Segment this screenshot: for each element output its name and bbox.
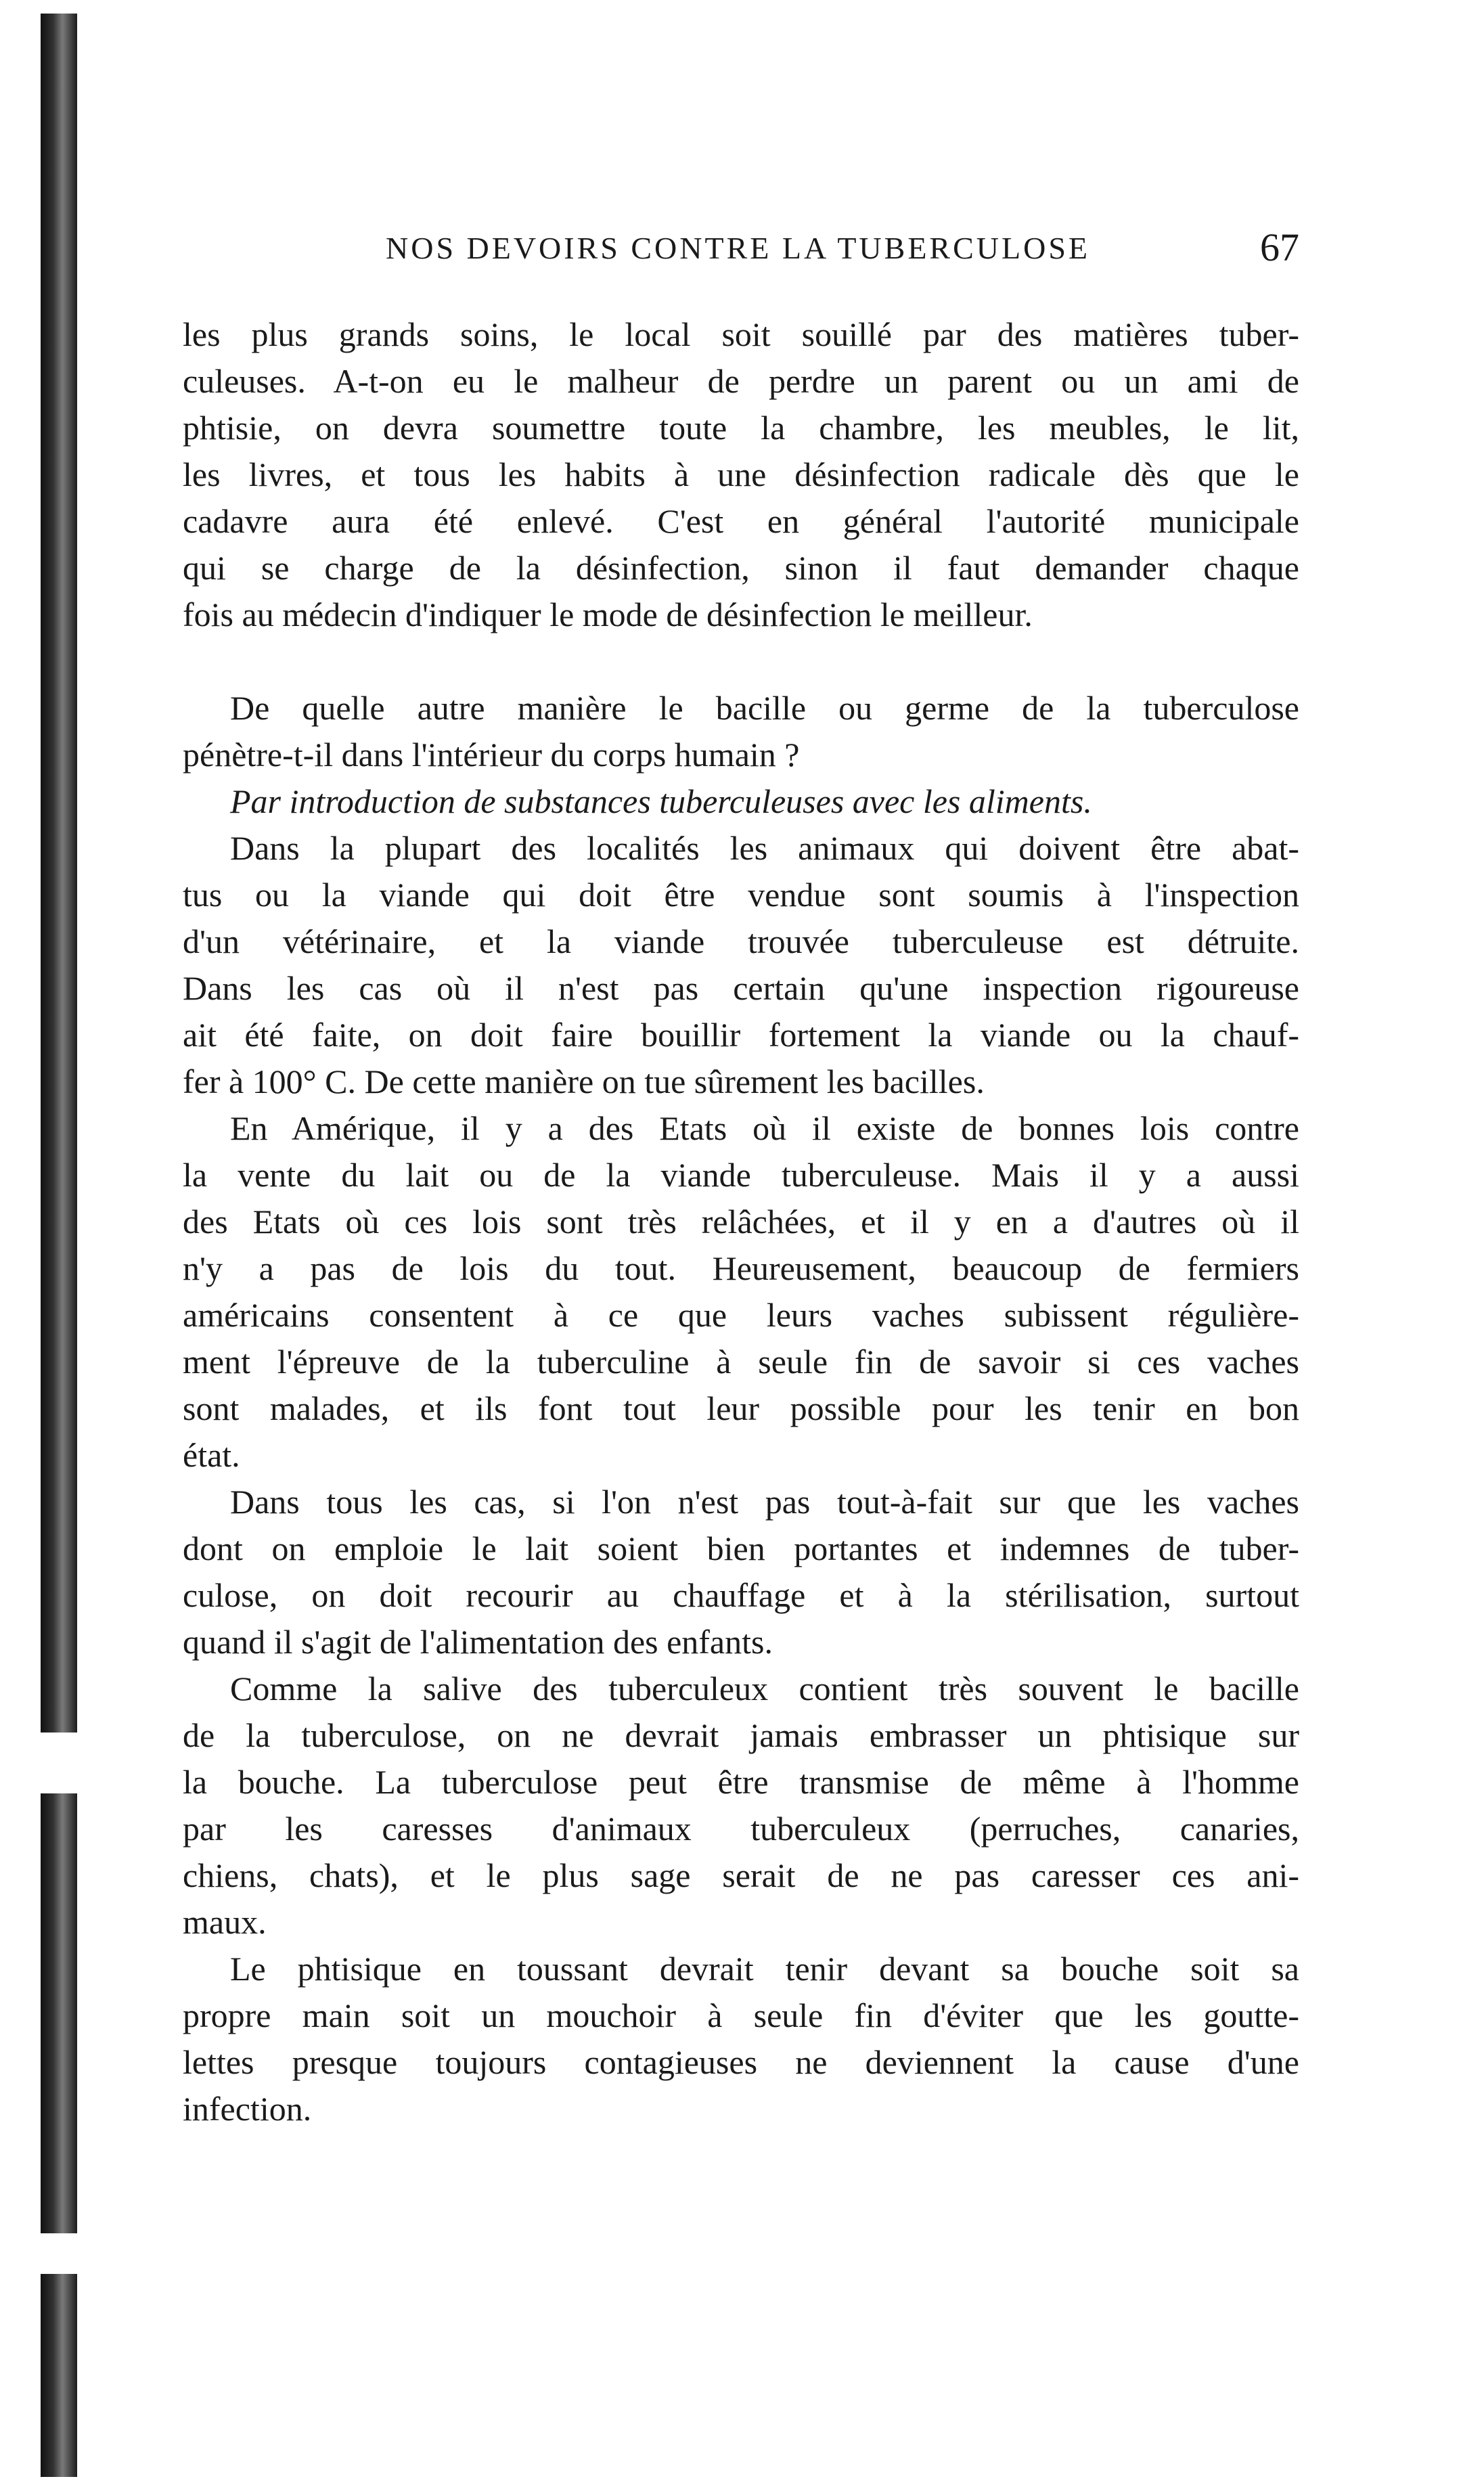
- text-line: Le phtisique en toussant devrait tenir devant sa bouche soit sa: [230, 1950, 1299, 1988]
- text-line: Dans la plupart des localités les animaux qui doivent être abat-: [230, 829, 1299, 867]
- text-line: état.: [183, 1436, 240, 1474]
- text-line: dont on emploie le lait soient bien portantes et indemnes de tuber-: [183, 1529, 1299, 1567]
- text-line: de la tuberculose, on ne devrait jamais embrasser un phtisique sur: [183, 1716, 1299, 1754]
- text-line: fer à 100° C. De cette manière on tue sûrement les bacilles.: [183, 1063, 985, 1100]
- text-line: américains consentent à ce que leurs vaches subissent régulière-: [183, 1296, 1299, 1334]
- text-line: culeuses. A-t-on eu le malheur de perdre un parent ou un ami de: [183, 362, 1299, 400]
- text-line: ment l'épreuve de la tuberculine à seule fin de savoir si ces vaches: [183, 1343, 1299, 1381]
- text-line: les livres, et tous les habits à une désinfection radicale dès que le: [183, 455, 1299, 493]
- text-line: fois au médecin d'indiquer le mode de désinfection le meilleur.: [183, 596, 1033, 633]
- text-line: maux.: [183, 1903, 267, 1941]
- text-line: Dans tous les cas, si l'on n'est pas tout-à-fait sur que les vaches: [230, 1483, 1299, 1521]
- text-line: Comme la salive des tuberculeux contient très souvent le bacille: [230, 1670, 1299, 1707]
- text-line: la vente du lait ou de la viande tuberculeuse. Mais il y a aussi: [183, 1156, 1299, 1194]
- page-header: [183, 225, 1299, 279]
- text-line: d'un vétérinaire, et la viande trouvée tuberculeuse est détruite.: [183, 922, 1299, 960]
- text-line: phtisie, on devra soumettre toute la chambre, les meubles, le lit,: [183, 409, 1299, 447]
- text-line: cadavre aura été enlevé. C'est en général l'autorité municipale: [183, 502, 1299, 540]
- text-line: chiens, chats), et le plus sage serait de ne pas caresser ces ani-: [183, 1856, 1299, 1894]
- paragraph-gap: [183, 638, 1299, 685]
- page-number: 67: [1260, 225, 1299, 269]
- text-line: des Etats où ces lois sont très relâchées, et il y en a d'autres où il: [183, 1203, 1299, 1240]
- text-line: tus ou la viande qui doit être vendue sont soumis à l'inspection: [183, 876, 1299, 914]
- text-line: la bouche. La tuberculose peut être transmise de même à l'homme: [183, 1763, 1299, 1801]
- text-line: qui se charge de la désinfection, sinon il faut demander chaque: [183, 549, 1299, 587]
- running-title: NOS DEVOIRS CONTRE LA TUBERCULOSE: [386, 231, 1090, 265]
- binding-gap: [41, 1733, 77, 1793]
- text-line: Dans les cas où il n'est pas certain qu'une inspection rigoureuse: [183, 969, 1299, 1007]
- text-line: quand il s'agit de l'alimentation des enfants.: [183, 1623, 773, 1661]
- page-body: [183, 311, 1299, 2132]
- question-line: pénètre-t-il dans l'intérieur du corps humain ?: [183, 736, 800, 774]
- book-binding-edge: [41, 14, 77, 2477]
- text-line: lettes presque toujours contagieuses ne deviennent la cause d'une: [183, 2043, 1299, 2081]
- text-line: sont malades, et ils font tout leur possible pour les tenir en bon: [183, 1389, 1299, 1427]
- text-line: propre main soit un mouchoir à seule fin d'éviter que les goutte-: [183, 1996, 1299, 2034]
- text-line: par les caresses d'animaux tuberculeux (perruches, canaries,: [183, 1810, 1299, 1848]
- text-line: En Amérique, il y a des Etats où il existe de bonnes lois contre: [230, 1109, 1299, 1147]
- binding-gap: [41, 2233, 77, 2274]
- text-line: les plus grands soins, le local soit souillé par des matières tuber-: [183, 315, 1299, 353]
- text-line: infection.: [183, 2090, 312, 2128]
- text-line: n'y a pas de lois du tout. Heureusement, beaucoup de fermiers: [183, 1249, 1299, 1287]
- question-line: De quelle autre manière le bacille ou germe de la tuberculose: [230, 689, 1299, 727]
- text-line: ait été faite, on doit faire bouillir fortement la viande ou la chauf-: [183, 1016, 1299, 1054]
- text-line: culose, on doit recourir au chauffage et à la stérilisation, surtout: [183, 1576, 1299, 1614]
- answer-line: Par introduction de substances tuberculeuses avec les aliments.: [230, 782, 1092, 820]
